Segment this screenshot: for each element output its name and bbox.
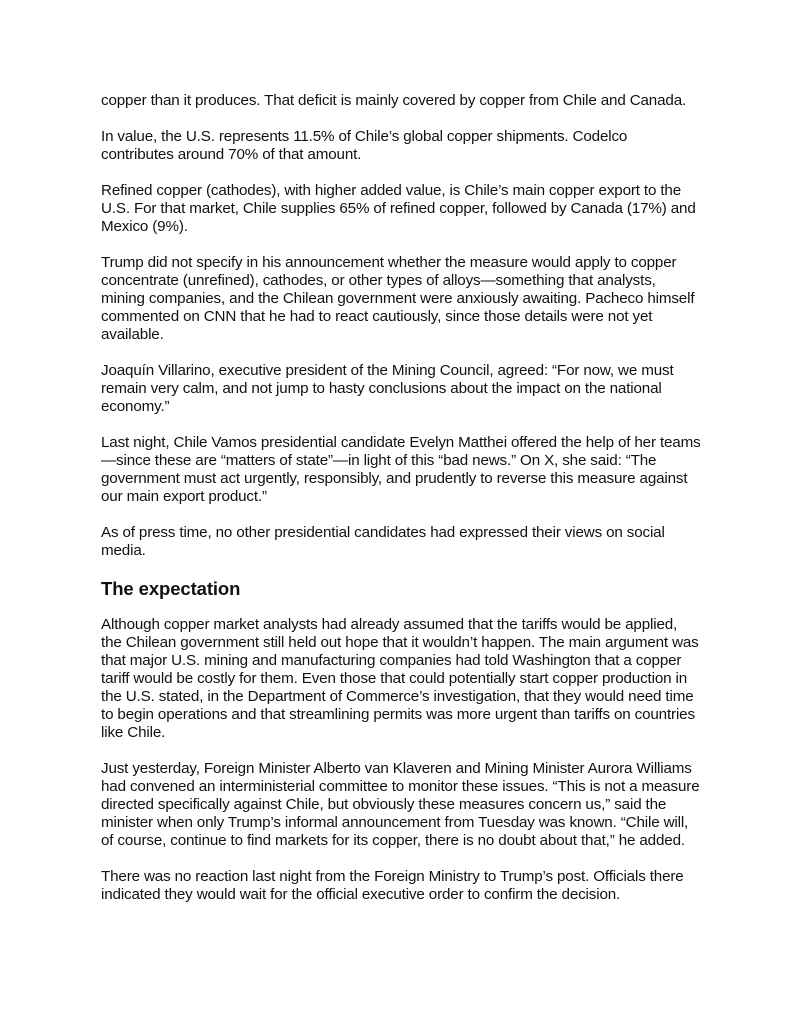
paragraph-villarino-quote: Joaquín Villarino, executive president of the Mining Council, agreed: “For now, we must remain very calm, and not jump to hasty conclusions about the impact on the national economy.” [101, 362, 674, 415]
paragraph-foreign-ministry-reaction: There was no reaction last night from the Foreign Ministry to Trump’s post. Officials there indicated they would wait for the official executive order to confirm the decision. [101, 868, 684, 903]
paragraph-matthei-quote: Last night, Chile Vamos presidential candidate Evelyn Matthei offered the help of her teams—since these are “matters of state”—in light of this “bad news.” On X, she said: “The government must act urgently, responsibly, and prudently to reverse this measure against our main export product.” [101, 434, 701, 505]
paragraph-analysts-expectation: Although copper market analysts had already assumed that the tariffs would be applied, the Chilean government still held out hope that it wouldn’t happen. The main argument was that major U.S. mining and manufacturing companies had told Washington that a copper tariff would be costly for them. Even those that could potentially start copper production in the U.S. stated, in the Department of Commerce’s investigation, that they would need time to begin operations and that streamlining permits was more urgent than tariffs on countries like Chile. [101, 616, 699, 741]
paragraph-interministerial-committee: Just yesterday, Foreign Minister Alberto van Klaveren and Mining Minister Aurora Williams had convened an interministerial committee to monitor these issues. “This is not a measure directed specifically against Chile, but obviously these measures concern us,” said the minister when only Trump’s informal announcement from Tuesday was known. “Chile will, of course, continue to find markets for its copper, there is no doubt about that,” he added. [101, 760, 700, 849]
paragraph-press-time: As of press time, no other presidential candidates had expressed their views on social media. [101, 524, 665, 559]
paragraph-deficit: copper than it produces. That deficit is mainly covered by copper from Chile and Canada. [101, 92, 687, 109]
paragraph-refined-copper: Refined copper (cathodes), with higher added value, is Chile’s main copper export to the U.S. For that market, Chile supplies 65% of refined copper, followed by Canada (17%) and Mexico (9%). [101, 182, 696, 235]
section-heading: The expectation [101, 578, 241, 599]
document-page [101, 92, 701, 922]
paragraph-trump-unspecified: Trump did not specify in his announcement whether the measure would apply to copper concentrate (unrefined), cathodes, or other types of alloys—something that analysts, mining companies, and the Chilean government were anxiously awaiting. Pacheco himself commented on CNN that he had to react cautiously, since those details were not yet available. [101, 254, 695, 343]
paragraph-us-share: In value, the U.S. represents 11.5% of Chile’s global copper shipments. Codelco contributes around 70% of that amount. [101, 128, 628, 163]
